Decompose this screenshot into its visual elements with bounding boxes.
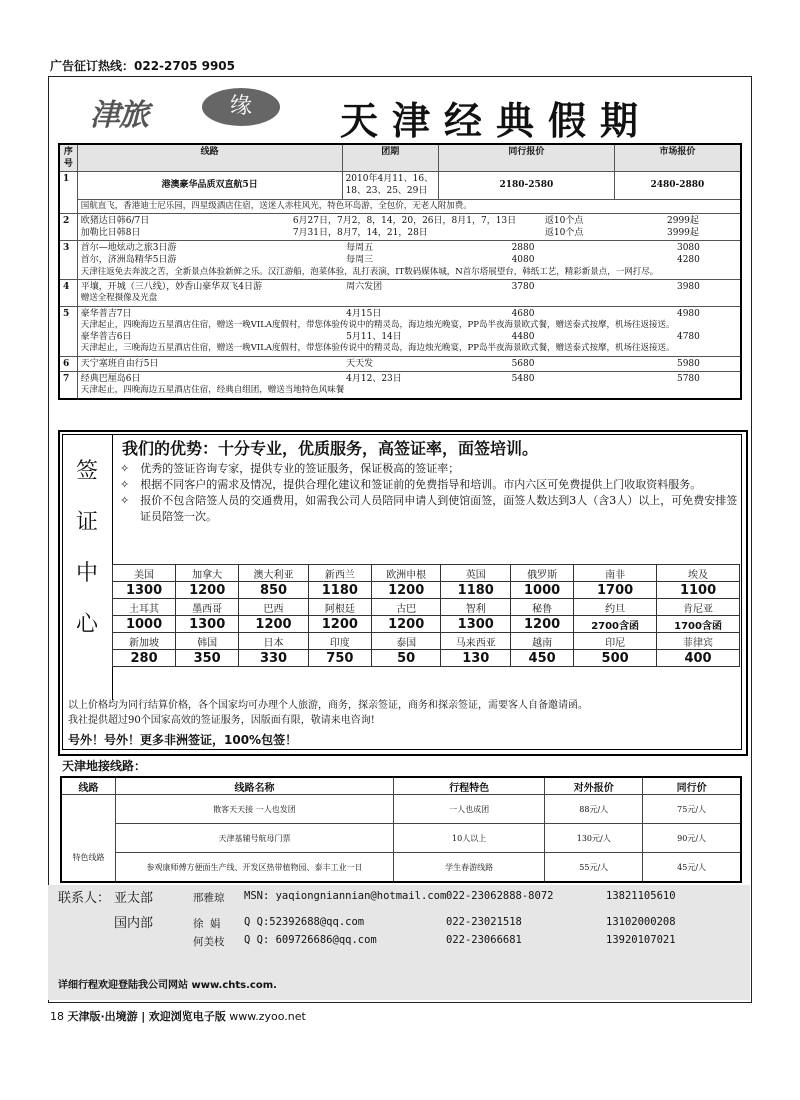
col-line-name: 线路名称 <box>115 777 393 795</box>
dept-domestic: 国内部 <box>114 916 154 931</box>
visa-side-char: 签 <box>75 459 98 484</box>
visa-country: 墨西哥 <box>176 599 239 616</box>
peer-price: 5680 <box>511 358 535 369</box>
col-peer: 同行报价 <box>438 144 614 172</box>
contacts-label: 联系人： <box>58 891 111 906</box>
footer-slogan: 欢迎浏览电子版 <box>148 1010 226 1023</box>
route-note: 国航直飞，香港迪士尼乐园，四星级酒店住宿，送迷人赤柱风光，特色环岛游，全包价，无老人附加费。 <box>77 199 741 213</box>
route-note: 天津往返免去奔波之苦，全新景点体验新鲜之乐。汉江游船，泡菜体验，乱打表演，IT数码媒体城，N首尔塔展望台，韩纸工艺，精彩新景点，一网打尽。 <box>80 266 659 277</box>
route-dates: 7月31日，8月7，14，21，28日 <box>292 228 428 239</box>
market-price: 3080 <box>676 243 700 254</box>
visa-price: 1300 <box>113 582 176 599</box>
page-number: 18 <box>50 1010 64 1023</box>
diamond-icon: ✧ <box>120 478 130 491</box>
visa-price: 1200 <box>239 616 309 633</box>
visa-price: 1200 <box>371 616 441 633</box>
visa-country: 巴西 <box>239 599 309 616</box>
col-peer-price: 同行价 <box>643 777 741 795</box>
bullet-text: 报价不包含陪签人员的交通费用，如需我公司人员陪同申请人到使馆面签，面签人数达到3人（含3人）以上，可免费安排签证员陪签一次。 <box>140 494 738 523</box>
route-cell <box>77 356 741 371</box>
visa-price-row <box>113 616 740 633</box>
visa-country-row <box>113 599 740 616</box>
table-row <box>59 214 741 241</box>
peer-price: 4680 <box>511 308 535 319</box>
visa-country: 澳大利亚 <box>239 565 309 582</box>
visa-price: 330 <box>239 650 309 667</box>
contact-im: MSN: yaqiongniannian@hotmail.com <box>244 890 447 902</box>
visa-price: 1700含函 <box>657 616 740 633</box>
visa-country-row <box>113 565 740 582</box>
local-peer-price: 45元/人 <box>643 853 741 883</box>
local-public-price: 130元/人 <box>545 824 643 853</box>
col-market: 市场报价 <box>614 144 741 172</box>
visa-side-label <box>62 434 113 700</box>
contact-mobile: 13102000208 <box>606 916 676 928</box>
visa-price: 1200 <box>511 616 574 633</box>
local-route-feature: 10人以上 <box>393 824 544 853</box>
route-dates: 2010年4月11、16、18、23、25、29日 <box>342 172 438 199</box>
local-peer-price: 90元/人 <box>643 824 741 853</box>
route-note: 赠送全程摄像及光盘 <box>80 293 158 304</box>
contact-name: 何美枝 <box>193 936 225 948</box>
contact-mobile: 13920107021 <box>606 934 676 946</box>
route-dates: 每周五 <box>346 243 374 254</box>
visa-note-1: 以上价格均为同行结算价格，各个国家均可办理个人旅游，商务，探亲签证，商务和探亲签证，需要客人自备邀请函。 <box>68 700 588 711</box>
visa-price: 1100 <box>657 582 740 599</box>
page-footer <box>50 1008 306 1024</box>
visa-country: 肯尼亚 <box>657 599 740 616</box>
route-name: 首尔—地炫动之旅3日游 <box>80 243 177 254</box>
visa-price: 350 <box>176 650 239 667</box>
visa-country: 印度 <box>308 633 371 650</box>
ad-hotline: 广告征订热线：022-2705 9905 <box>50 59 236 73</box>
visa-price: 2700含函 <box>574 616 657 633</box>
route-dates: 天天发 <box>346 358 374 369</box>
visa-price: 750 <box>308 650 371 667</box>
visa-price: 50 <box>371 650 441 667</box>
route-line <box>81 254 737 266</box>
market-price: 4980 <box>676 308 700 319</box>
routes-table <box>58 143 742 400</box>
routes-header <box>59 144 741 172</box>
visa-side-char: 心 <box>75 612 98 637</box>
route-name: 经典巴厘岛6日 <box>80 374 141 385</box>
local-peer-price: 75元/人 <box>643 795 741 824</box>
peer-price: 返10个点 <box>544 228 584 239</box>
dept-asia-pacific: 亚太部 <box>114 891 154 906</box>
table-row <box>61 824 741 853</box>
route-name: 首尔，济洲岛精华5日游 <box>80 255 177 266</box>
local-routes-title: 天津地接线路： <box>62 759 147 773</box>
visa-country: 日本 <box>239 633 309 650</box>
route-note: 天津起止，四晚海边五星酒店住宿，经典自组团，赠送当地特色风味餐 <box>80 385 345 396</box>
table-row <box>59 241 741 280</box>
route-line <box>81 331 737 343</box>
visa-price: 1200 <box>371 582 441 599</box>
route-name: 天宁塞班自由行5日 <box>80 358 159 369</box>
contact-mobile: 13821105610 <box>606 890 676 902</box>
col-route: 线路 <box>77 144 342 172</box>
row-number: 4 <box>59 280 77 307</box>
row-number: 1 <box>59 172 77 214</box>
visa-country: 越南 <box>511 633 574 650</box>
route-dates: 每周三 <box>346 255 374 266</box>
route-line <box>81 281 737 293</box>
local-category: 特色线路 <box>61 795 115 883</box>
visa-country: 秘鲁 <box>511 599 574 616</box>
diamond-icon: ✧ <box>120 494 130 507</box>
col-no: 序号 <box>59 144 77 172</box>
peer-price: 返10个点 <box>544 216 584 227</box>
col-public-price: 对外报价 <box>545 777 643 795</box>
visa-price: 400 <box>657 650 740 667</box>
peer-price: 5480 <box>511 374 535 385</box>
visa-country: 新加坡 <box>113 633 176 650</box>
visa-country-row <box>113 633 740 650</box>
route-dates: 5月11、14日 <box>346 332 402 343</box>
col-feature: 行程特色 <box>393 777 544 795</box>
visa-country: 泰国 <box>371 633 441 650</box>
visa-country: 古巴 <box>371 599 441 616</box>
route-name: 豪华普吉7日 <box>80 308 132 319</box>
visa-price: 1300 <box>176 616 239 633</box>
route-cell <box>77 306 741 356</box>
logo-text: 津旅 <box>90 98 148 133</box>
visa-country: 欧洲申根 <box>371 565 441 582</box>
visa-country: 土耳其 <box>113 599 176 616</box>
local-route-feature: 一人也成团 <box>393 795 544 824</box>
visa-country: 约旦 <box>574 599 657 616</box>
visa-country: 韩国 <box>176 633 239 650</box>
table-row <box>59 199 741 213</box>
local-route-feature: 学生春游线路 <box>393 853 544 883</box>
visa-country: 俄罗斯 <box>511 565 574 582</box>
contact-im: Q Q:52392688@qq.com <box>244 916 365 928</box>
table-row <box>61 795 741 824</box>
contact-name: 徐 娟 <box>193 918 221 930</box>
local-route-name: 天津基辅号航母门票 <box>115 824 393 853</box>
route-line <box>81 227 737 239</box>
peer-price: 2180-2580 <box>438 172 614 199</box>
visa-country: 印尼 <box>574 633 657 650</box>
row-number: 3 <box>59 241 77 280</box>
visa-price: 1000 <box>113 616 176 633</box>
visa-price: 280 <box>113 650 176 667</box>
col-dates: 团期 <box>342 144 438 172</box>
visa-price: 1200 <box>176 582 239 599</box>
footer-separator: | <box>141 1010 146 1023</box>
route-line <box>81 358 737 370</box>
contact-tel: 022-23021518 <box>446 916 522 928</box>
route-name: 平壤，开城（三八线），妙香山豪华双飞4日游 <box>80 282 262 293</box>
route-line <box>81 215 737 227</box>
list-item <box>120 493 740 525</box>
visa-side-char: 中 <box>75 561 98 586</box>
route-note: 天津起止，三晚海边五星酒店住宿，赠送一晚VILA度假村，带您体验传说中的精灵岛，海边烛光晚宴，PP岛半夜海景欧式餐，赠送泰式按摩，机场往返接送。 <box>80 343 675 354</box>
route-name: 港澳豪华品质双直航5日 <box>77 172 342 199</box>
visa-country: 智利 <box>441 599 511 616</box>
visa-country: 马来西亚 <box>441 633 511 650</box>
col-line: 线路 <box>61 777 115 795</box>
route-dates: 6月27日，7月2，8，14，20，26日，8月1，7，13日 <box>292 216 517 227</box>
local-route-name: 参观康师傅方便面生产线、开发区热带植物园、泰丰工业一日 <box>115 853 393 883</box>
visa-price: 850 <box>239 582 309 599</box>
row-number: 6 <box>59 356 77 371</box>
local-header <box>61 777 741 795</box>
visa-country: 菲律宾 <box>657 633 740 650</box>
table-row <box>59 280 741 307</box>
visa-price: 1300 <box>441 616 511 633</box>
route-dates: 4月15日 <box>346 308 382 319</box>
visa-country: 埃及 <box>657 565 740 582</box>
visa-price: 130 <box>441 650 511 667</box>
local-routes-table <box>60 776 742 883</box>
visa-note-2: 我社提供超过90个国家高效的签证服务，因版面有限，敬请来电咨询! <box>68 715 375 726</box>
diamond-icon: ✧ <box>120 462 130 475</box>
visa-country: 加拿大 <box>176 565 239 582</box>
route-name: 豪华普吉6日 <box>80 332 132 343</box>
market-price: 5780 <box>676 374 700 385</box>
visa-side-char: 证 <box>75 510 98 535</box>
peer-price: 2880 <box>511 243 535 254</box>
visa-country: 新西兰 <box>308 565 371 582</box>
peer-price: 4480 <box>511 332 535 343</box>
contact-tel: 022-23062888-8072 <box>446 890 554 902</box>
contact-tel: 022-23066681 <box>446 934 522 946</box>
visa-price-row <box>113 650 740 667</box>
market-price: 3999起 <box>667 228 699 239</box>
route-name: 欧猪达日韩6/7日 <box>80 216 150 227</box>
visa-title: 我们的优势：十分专业，优质服务，高签证率，面签培训。 <box>122 439 539 458</box>
market-price: 3980 <box>676 282 700 293</box>
row-number: 2 <box>59 214 77 241</box>
footer-url[interactable]: www.zyoo.net <box>229 1010 306 1023</box>
visa-price: 1180 <box>441 582 511 599</box>
table-row <box>59 306 741 356</box>
visa-price-row <box>113 582 740 599</box>
visa-price: 450 <box>511 650 574 667</box>
route-note: 天津起止，四晚海边五星酒店住宿，赠送一晚VILA度假村，带您体验传说中的精灵岛，海边烛光晚宴，PP岛半夜海景欧式餐，赠送泰式按摩，机场往返接送。 <box>80 319 675 330</box>
route-cell <box>77 214 741 241</box>
visa-price-table <box>112 564 740 667</box>
local-route-name: 散客天天接 一人也发团 <box>115 795 393 824</box>
visa-country: 英国 <box>441 565 511 582</box>
visa-notes <box>68 698 738 728</box>
visa-bullets <box>120 461 740 525</box>
route-cell <box>77 372 741 399</box>
contact-im: Q Q: 609726686@qq.com <box>244 934 377 946</box>
route-cell <box>77 280 741 307</box>
bullet-text: 优秀的签证咨询专家，提供专业的签证服务，保证极高的签证率； <box>140 462 460 475</box>
route-line <box>81 308 737 320</box>
page-title: 天津经典假期 <box>340 98 653 143</box>
visa-country: 阿根廷 <box>308 599 371 616</box>
route-dates: 4月12、23日 <box>346 374 402 385</box>
bullet-text: 根据不同客户的需求及情况，提供合理化建议和签证前的免费指导和培训。市内六区可免费提供上门收取资料服务。 <box>140 478 702 491</box>
visa-price: 500 <box>574 650 657 667</box>
market-price: 2999起 <box>667 216 699 227</box>
route-line <box>81 373 737 385</box>
contacts-panel <box>48 885 750 1000</box>
logo <box>90 86 290 132</box>
table-row <box>59 356 741 371</box>
table-row <box>59 172 741 199</box>
market-price: 4280 <box>676 255 700 266</box>
visa-price: 1200 <box>308 616 371 633</box>
visa-slogan: 号外！号外！更多非洲签证，100%包签！ <box>68 733 298 747</box>
list-item <box>120 477 740 493</box>
market-price: 2480-2880 <box>614 172 741 199</box>
route-line <box>81 242 737 254</box>
visa-country: 南非 <box>574 565 657 582</box>
route-dates: 周六发团 <box>346 282 383 293</box>
list-item <box>120 461 740 477</box>
contact-name: 邢雅琼 <box>193 892 225 904</box>
route-cell <box>77 241 741 280</box>
edition-name: 天津版·出境游 <box>67 1010 138 1023</box>
website-note: 详细行程欢迎登陆我公司网站 www.chts.com. <box>58 980 277 991</box>
local-public-price: 55元/人 <box>545 853 643 883</box>
market-price: 4780 <box>676 332 700 343</box>
peer-price: 4080 <box>511 255 535 266</box>
visa-country: 美国 <box>113 565 176 582</box>
visa-price: 1700 <box>574 582 657 599</box>
route-name: 加勒比日韩8日 <box>80 228 141 239</box>
market-price: 5980 <box>676 358 700 369</box>
local-public-price: 88元/人 <box>545 795 643 824</box>
visa-price: 1000 <box>511 582 574 599</box>
row-number: 7 <box>59 372 77 399</box>
table-row <box>61 853 741 883</box>
visa-price: 1180 <box>308 582 371 599</box>
row-number: 5 <box>59 306 77 356</box>
table-row <box>59 372 741 399</box>
logo-seal-icon: 缘 <box>202 88 280 126</box>
peer-price: 3780 <box>511 282 535 293</box>
